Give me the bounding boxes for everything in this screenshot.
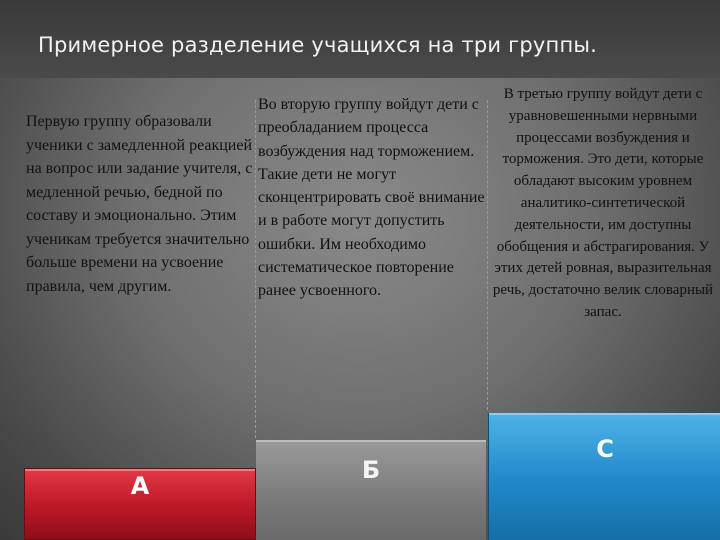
group-c-bar	[488, 413, 720, 540]
group-c-text: В третью группу войдут дети с уравновешенными нервными процессами возбуждения и торможения. Это дети, которые обладают высоким уровнем аналитико-синтетической деятельности, им доступны обобщения и абстрагирования. У этих детей ровная, выразительная речь, достаточно велик словарный запас.	[492, 86, 714, 320]
group-b-label: Б	[361, 456, 381, 484]
group-a-bar	[24, 468, 256, 540]
group-b-text: Во вторую группу войдут дети с преобладанием процесса возбуждения над торможением. Такие дети не могут сконцентрировать своё внимание и в работе могут допустить ошибки. Им необходимо систематическое повторение ранее усвоенного.	[258, 96, 485, 300]
group-b-bar	[256, 440, 486, 540]
group-c-label: С	[596, 435, 614, 463]
slide-title: Примерное разделение учащихся на три группы.	[38, 33, 598, 57]
group-a-label: А	[130, 472, 150, 500]
title-bar	[0, 0, 720, 78]
group-a-text: Первую группу образовали ученики с замедленной реакцией на вопрос или задание учителя, с медленной речью, бедной по составу и эмоционально. Этим ученикам требуется значительно больше времени на усвоение правила, чем другим.	[26, 113, 253, 295]
